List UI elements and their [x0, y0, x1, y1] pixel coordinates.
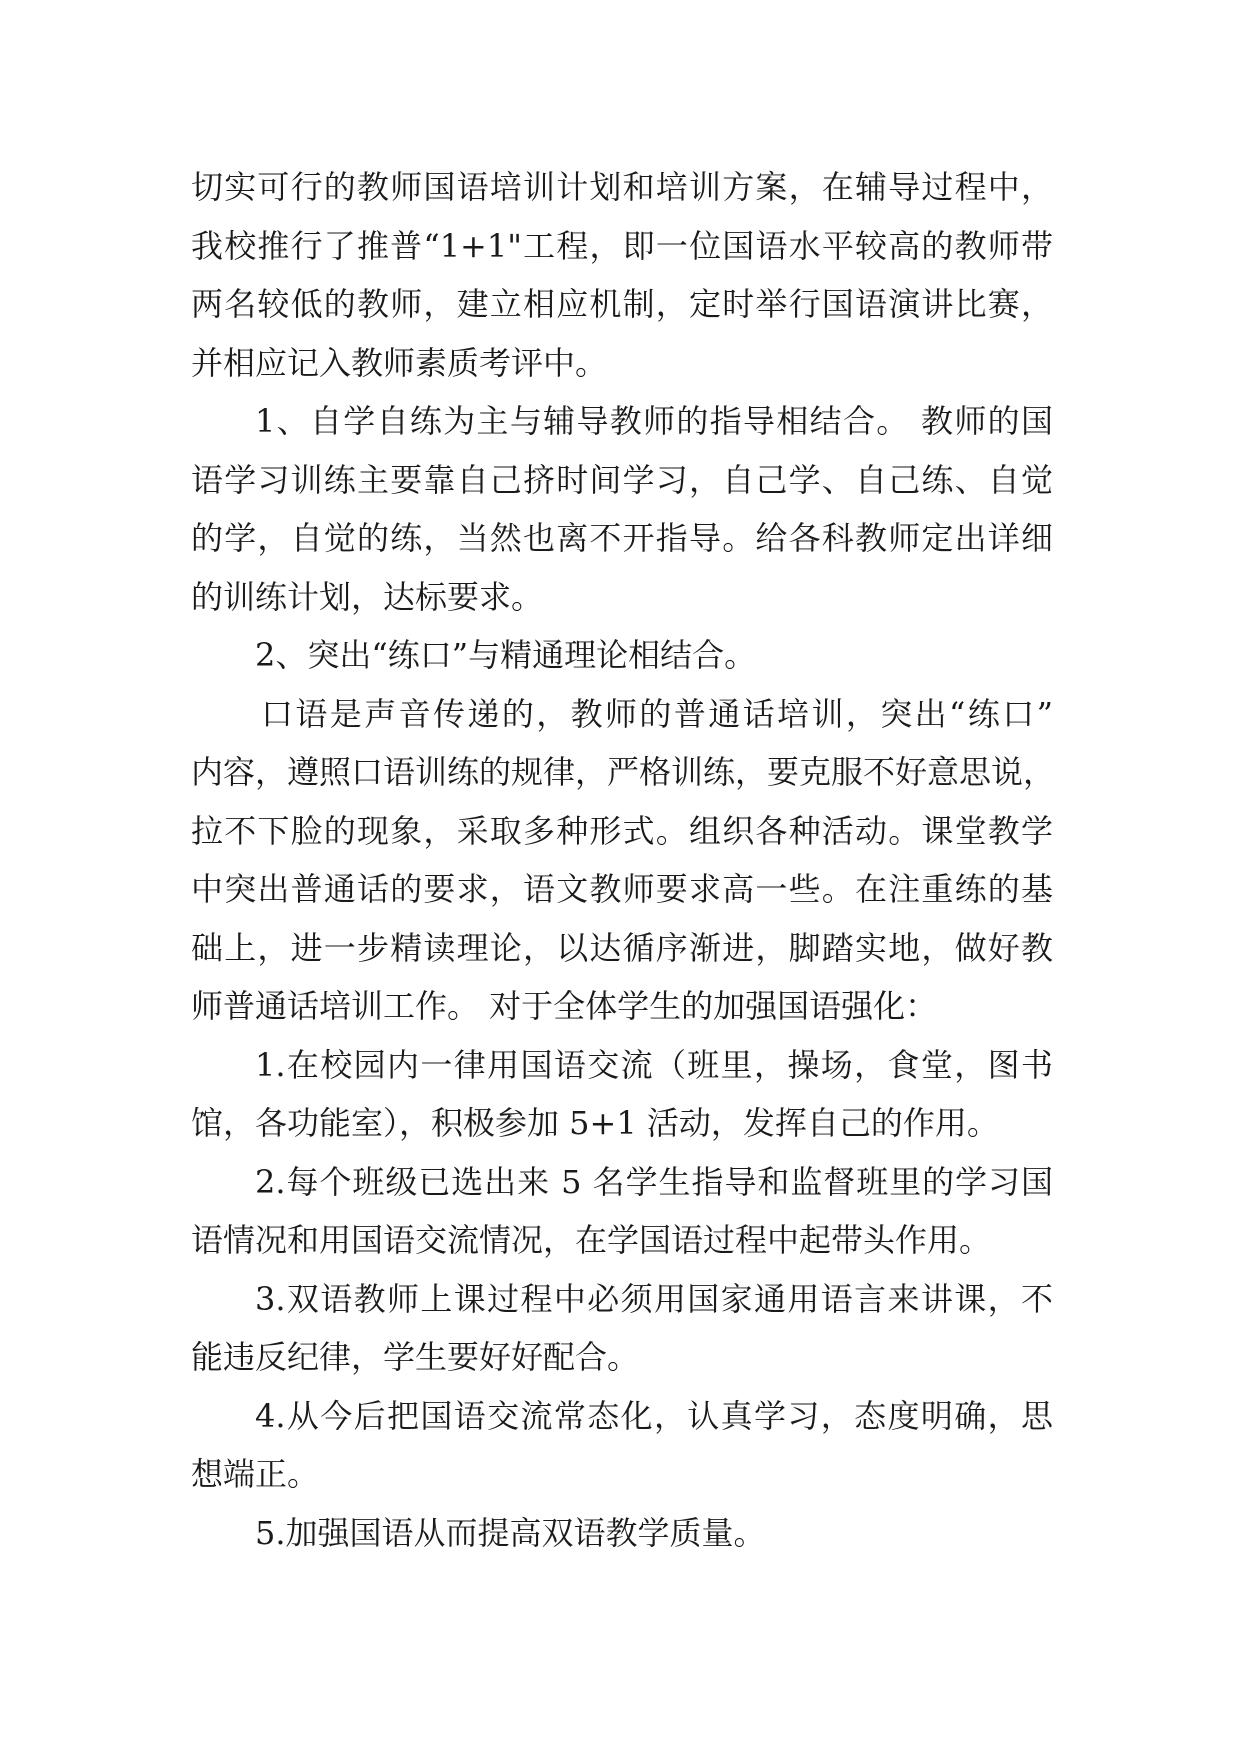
- text-line: 并相应记入教师素质考评中。: [191, 343, 608, 382]
- text-line: 我校推行了推普“1+1"工程，即一位国语水平较高的教师带: [191, 226, 1053, 265]
- paragraph-student-item-4: [191, 1387, 1053, 1504]
- text-line: 馆，各功能室），积极参加 5+1 活动，发挥自己的作用。: [191, 1104, 999, 1142]
- text-line: 础上，进一步精读理论，以达循序渐进，脚踏实地，做好教: [191, 928, 1053, 967]
- text-line: 1.在校园内一律用国语交流（班里，操场，食堂，图书: [255, 1045, 1053, 1084]
- text-line: 的训练计划，达标要求。: [191, 577, 544, 616]
- paragraph-student-item-5: [191, 1504, 1053, 1563]
- paragraph-item-2: [191, 626, 1053, 685]
- paragraph-student-item-3: [191, 1270, 1053, 1387]
- text-line: 2.每个班级已选出来 5 名学生指导和监督班里的学习国: [255, 1162, 1053, 1201]
- text-line: 切实可行的教师国语培训计划和培训方案，在辅导过程中，: [191, 168, 1053, 206]
- paragraph-continuation: [191, 158, 1053, 392]
- text-line: 两名较低的教师，建立相应机制，定时举行国语演讲比赛，: [191, 285, 1053, 323]
- text-line: 语学习训练主要靠自己挤时间学习，自己学、自己练、自觉: [191, 460, 1053, 499]
- text-line: 语情况和用国语交流情况，在学国语过程中起带头作用。: [191, 1221, 992, 1259]
- text-line: 2、突出“练口”与精通理论相结合。: [255, 636, 757, 674]
- text-line: 1、自学自练为主与辅导教师的指导相结合。 教师的国: [255, 402, 1053, 440]
- text-line: 3.双语教师上课过程中必须用国家通用语言来讲课，不: [255, 1279, 1053, 1318]
- paragraph-student-item-2: [191, 1153, 1053, 1270]
- text-line: 内容，遵照口语训练的规律，严格训练，要克服不好意思说，: [191, 753, 1056, 791]
- text-line: 的学，自觉的练，当然也离不开指导。给各科教师定出详细: [191, 519, 1053, 557]
- text-line: 师普通话培训工作。 对于全体学生的加强国语强化：: [191, 987, 938, 1025]
- text-line: 4.从今后把国语交流常态化，认真学习，态度明确，思: [255, 1396, 1053, 1435]
- text-line: 拉不下脸的现象，采取多种形式。组织各种活动。课堂教学: [191, 811, 1053, 850]
- text-line: 想端正。: [191, 1455, 320, 1493]
- text-line: 口语是声音传递的，教师的普通话培训，突出“练口”: [261, 694, 1053, 733]
- paragraph-student-item-1: [191, 1036, 1053, 1153]
- text-line: 5.加强国语从而提高双语教学质量。: [255, 1513, 766, 1552]
- paragraph-oral-training: [191, 685, 1056, 1036]
- text-line: 能违反纪律，学生要好好配合。: [191, 1338, 640, 1376]
- text-line: 中突出普通话的要求，语文教师要求高一些。在注重练的基: [191, 870, 1053, 908]
- paragraph-item-1: [191, 392, 1053, 626]
- document-body: [191, 158, 1056, 1562]
